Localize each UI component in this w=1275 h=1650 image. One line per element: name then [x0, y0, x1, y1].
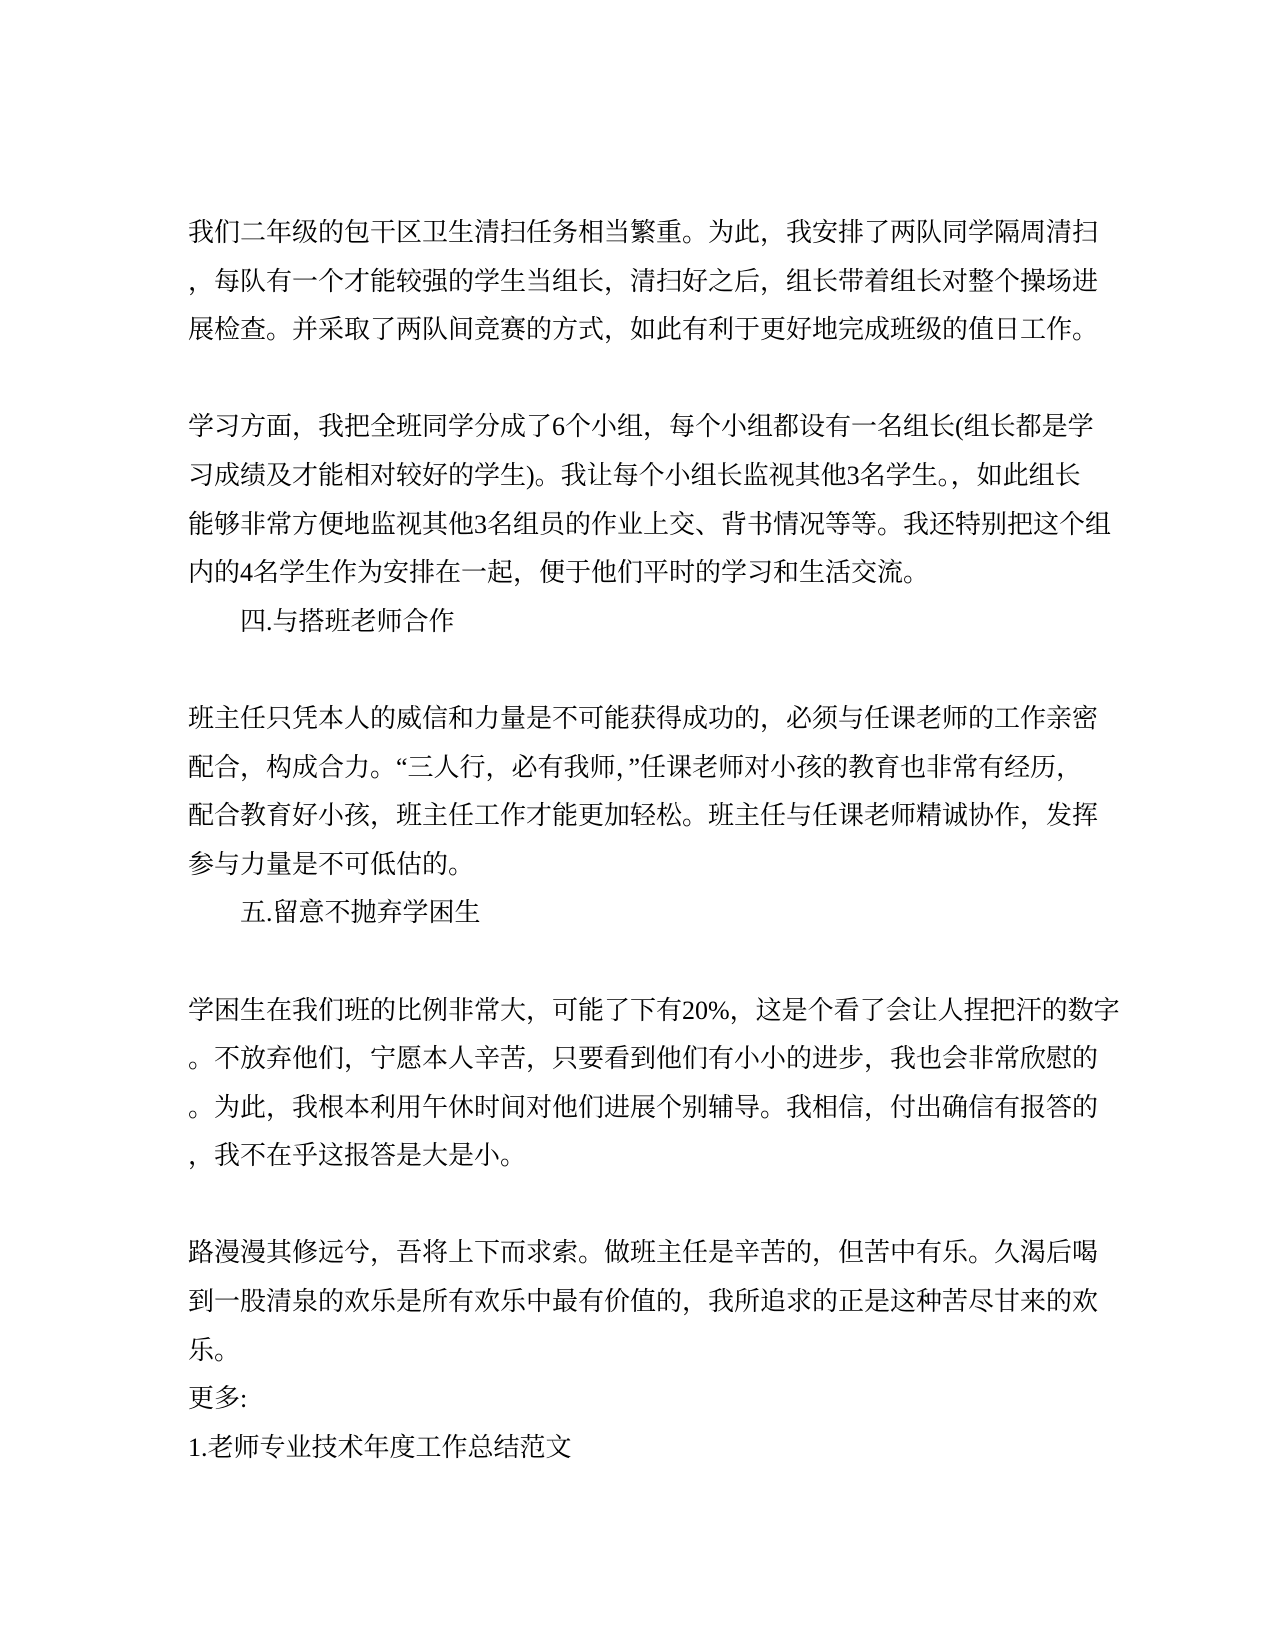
section-heading-four: [188, 598, 1128, 647]
text-line: 配合，构成合力。“三人行，必有我师，”任课老师对小孩的教育也非常有经历，: [188, 752, 1083, 782]
text-line: 班主任只凭本人的威信和力量是不可能获得成功的，必须与任课老师的工作亲密: [188, 703, 1099, 733]
heading-line: 四.与搭班老师合作: [240, 606, 455, 636]
text-line: 乐。: [188, 1335, 241, 1365]
paragraph-closing: [188, 1229, 1128, 1375]
paragraph-duty-cleaning: [188, 209, 1128, 355]
text-line: 。不放弃他们，宁愿本人辛苦，只要看到他们有小小的进步，我也会非常欣慰的: [188, 1044, 1099, 1074]
paragraph-struggling-students: [188, 987, 1128, 1181]
text-line: 。为此，我根本利用午休时间对他们进展个别辅导。我相信，付出确信有报答的: [188, 1092, 1099, 1122]
more-label: [188, 1375, 1128, 1424]
section-heading-five: [188, 889, 1128, 938]
text-line: 路漫漫其修远兮，吾将上下而求索。做班主任是辛苦的，但苦中有乐。久渴后喝: [188, 1238, 1099, 1268]
text-line: 参与力量是不可低估的。: [188, 849, 475, 879]
text-line: 更多:: [188, 1384, 248, 1414]
text-line: 到一股清泉的欢乐是所有欢乐中最有价值的，我所追求的正是这种苦尽甘来的欢: [188, 1287, 1099, 1317]
text-line: 我们二年级的包干区卫生清扫任务相当繁重。为此，我安排了两队同学隔周清扫: [188, 218, 1099, 247]
text-line: 展检查。并采取了两队间竞赛的方式，如此有利于更好地完成班级的值日工作。: [188, 315, 1099, 345]
heading-line: 五.留意不抛弃学困生: [240, 898, 481, 928]
text-line: ，每队有一个才能较强的学生当组长，清扫好之后，组长带着组长对整个操场进: [188, 266, 1099, 296]
paragraph-teacher-cooperation: [188, 695, 1128, 889]
document-body: [188, 209, 1128, 1472]
related-link-item: [188, 1424, 1128, 1473]
text-line: ，我不在乎这报答是大是小。: [188, 1141, 527, 1171]
text-line: 能够非常方便地监视其他3名组员的作业上交、背书情况等等。我还特别把这个组: [188, 509, 1112, 539]
text-line: 习成绩及才能相对较好的学生)。我让每个小组长监视其他3名学生。，如此组长: [188, 460, 1081, 490]
text-line: 配合教育好小孩，班主任工作才能更加轻松。班主任与任课老师精诚协作，发挥: [188, 801, 1099, 831]
text-line: 内的4名学生作为安排在一起，便于他们平时的学习和生活交流。: [188, 558, 930, 588]
text-line: 1.老师专业技术年度工作总结范文: [188, 1432, 572, 1462]
text-line: 学困生在我们班的比例非常大，可能了下有20%，这是个看了会让人捏把汗的数字: [188, 995, 1120, 1025]
paragraph-study-groups: [188, 403, 1128, 597]
text-line: 学习方面，我把全班同学分成了6个小组，每个小组都设有一名组长(组长都是学: [188, 412, 1094, 442]
